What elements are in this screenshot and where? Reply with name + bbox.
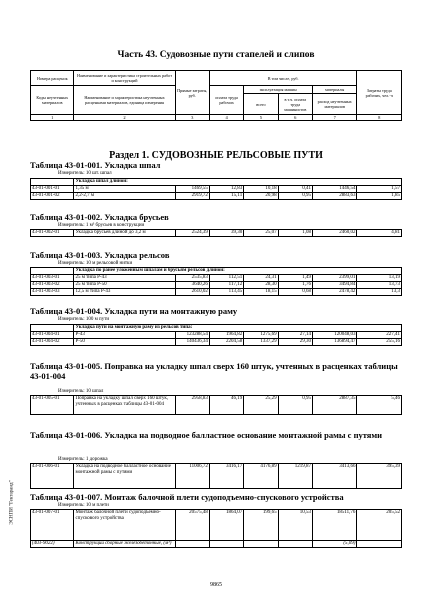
rate-value: 1864,07 [209,510,243,541]
blank-cell [31,179,74,186]
rate-value: 1469,55 [175,186,209,193]
rate-description: Р-43 [74,332,175,339]
rate-description: 25 м типа Р-43 [74,275,175,282]
rate-value: 10,53 [278,510,312,541]
side-stamp [2,430,15,590]
hdr-col6: в т.ч. оплата труда машинистов [278,94,312,115]
hdr-num: 5 [244,115,278,121]
hdr-col1-bottom: Коды неучтенных материалов [31,86,74,115]
rate-value: 2610,02 [175,289,209,296]
rate-value [244,541,278,548]
rate-value: 5,46 [357,396,402,415]
hdr-num: 6 [278,115,312,121]
table-meter: Измеритель: 10 м плети [58,503,109,508]
rate-value: 1219,87 [278,464,312,489]
table-row [31,339,402,346]
rate-value: 4176,89 [244,464,278,489]
rate-value: 29,30 [278,339,312,346]
rate-value: 395,39 [357,464,402,489]
hdr-num: 4 [209,115,243,121]
rate-value: 13,73 [357,282,402,289]
table-title: Таблица 43-01-002. Укладка брусьев [30,212,169,222]
hdr-num: 1 [31,115,74,121]
rate-value: 10,18 [244,186,278,193]
rate-value: 0,68 [278,289,312,296]
rate-value: 25,29 [244,396,278,415]
rate-value: 2883,63 [312,193,356,200]
table-title: Таблица 43-01-007. Монтаж балочной плети судоподъемно-спускового устройства [30,492,344,502]
rate-value: 15,11 [209,193,243,200]
rate-value: 1337,29 [244,339,278,346]
table-title: Таблица 43-01-001. Укладка шпал [30,160,161,170]
hdr-materials: материалы [312,86,356,94]
rate-value: 2958,83 [175,396,209,415]
table-title: Таблица 43-01-006. Укладка на подводное балластное основание монтажной рамы с путями [30,430,383,440]
hdr-col1-top: Номера расценок [31,71,74,86]
rate-code: 43-01-003-02 [31,282,74,289]
rate-value: 0,95 [278,396,312,415]
table-row [31,396,402,415]
rate-value: 255,16 [357,339,402,346]
rate-code: 43-01-002-01 [31,230,74,237]
rate-value: 199,65 [244,510,278,541]
section-title: Раздел 1. СУДОВОЗНЫЕ РЕЛЬСОВЫЕ ПУТИ [109,150,323,161]
rate-value: 120048,03 [312,332,356,339]
table-row [31,230,402,237]
rate-value: 46,19 [209,396,243,415]
rate-value: 2478,42 [312,289,356,296]
rate-value: 1275,69 [244,332,278,339]
rate-value: (5,09) [312,541,356,548]
rate-code: 43-01-001-02 [31,193,74,200]
table-meter: Измеритель: 10 м рельсовой нитки [58,261,133,266]
rate-value: 28,30 [244,282,278,289]
page-number: 9865 [210,582,222,588]
rate-value: 0,95 [278,193,312,200]
rate-description: Р-50 [74,339,175,346]
rate-value: 3640,26 [175,282,209,289]
rate-value: 3413,66 [312,464,356,489]
hdr-col5: всего [244,94,278,115]
rate-code: (403-9022) [31,541,74,548]
rate-value: 3494,84 [312,282,356,289]
rate-value: 140436,34 [175,339,209,346]
hdr-col4: оплата труда рабочих [209,86,243,115]
rate-description: 2,2-2,7 м [74,193,175,200]
rate-value: 1,85 [357,193,402,200]
rate-value: 13,3 [357,289,402,296]
rate-table [30,267,402,296]
hdr-num: 7 [312,115,356,121]
rate-table [30,324,402,346]
rate-code: 43-01-007-01 [31,510,74,541]
rate-value: 117,12 [209,282,243,289]
rate-value: 2887,35 [312,396,356,415]
rate-value: 113,45 [209,289,243,296]
rate-value: 205,52 [357,510,402,541]
hdr-col8: Затраты труда рабочих, чел.-ч [357,71,402,115]
rate-value: 123288,54 [175,332,209,339]
rate-value: 0,41 [278,186,312,193]
hdr-group: В том числе, руб. [209,71,357,86]
rate-description: 25 м типа Р-50 [74,282,175,289]
rate-value: 2524,39 [175,230,209,237]
table-row [31,510,402,541]
rate-value [175,541,209,548]
rate-description: 1,35 м [74,186,175,193]
table-subhead: Укладка шпал длиной: [74,179,402,186]
table-row [31,282,402,289]
rate-value: 1,57 [357,186,402,193]
table-row [31,541,402,548]
rate-value: 136894,47 [312,339,356,346]
rate-value [357,541,402,548]
hdr-num: 3 [175,115,209,121]
rate-code: 43-01-006-01 [31,464,74,489]
rate-value [278,541,312,548]
hdr-num: 2 [74,115,175,121]
blank-cell [31,325,74,332]
side-stamp-text: ЭСНПИ "Гектаранд" [9,480,15,525]
hdr-col3: Прямые затраты, руб. [175,71,209,115]
rate-value: 25,07 [244,230,278,237]
table-title: Таблица 43-01-003. Укладка рельсов [30,250,170,260]
column-header-table [30,70,402,121]
rate-value: 2204,58 [209,339,243,346]
rate-value: 2535,83 [175,275,209,282]
rate-value: 3416,17 [209,464,243,489]
rate-value: 20575,48 [175,510,209,541]
table-row [31,275,402,282]
rate-description: Укладка на подводное балластное основание монтажной рамы с путями [74,464,175,489]
rate-value: 20,98 [244,193,278,200]
rate-value: 18,15 [244,289,278,296]
table-meter: Измеритель: 1 дорожка [58,457,108,462]
rate-description: Монтаж балочной плети судоподъемно-спускового устройства [74,510,175,541]
hdr-col2-top: Наименование и характеристика строительных работ и конструкций [74,71,175,86]
hdr-col2-bottom: Наименование и характеристика неучтенных расценками материалов, единица измерения [74,86,175,115]
rate-value: 227,41 [357,332,402,339]
table-meter: Измеритель: 10 шт. шпал [58,171,112,176]
part-title: Часть 43. Судовозные пути стапелей и слипов [117,50,315,60]
rate-value: 18511,76 [312,510,356,541]
rate-description: Поправка на укладку шпал сверх 160 штук, учтенных в расценках таблицы 43-01-004 [74,396,175,415]
hdr-col7: расход неучтенных материалов [312,94,356,115]
rate-value: 112,51 [209,275,243,282]
table-title: Таблица 43-01-005. Поправка на укладку шпал сверх 160 штук, учтенных в расценках таблицы 43-01-004 [30,361,398,381]
rate-code: 43-01-004-02 [31,339,74,346]
table-row [31,186,402,193]
rate-description: Укладка брусьев длиной до 3,2 м [74,230,175,237]
rate-table [30,463,402,489]
rate-value: 39,30 [209,230,243,237]
hdr-subgroup: эксплуатация машин [244,86,313,94]
rate-value: 11006,72 [175,464,209,489]
table-row [31,332,402,339]
rate-description: Конструкции сборные железобетонные, (м³) [74,541,175,548]
rate-value: 2919,72 [175,193,209,200]
rate-value: 24,31 [244,275,278,282]
hdr-num: 8 [357,115,402,121]
rate-code: 43-01-005-01 [31,396,74,415]
rate-value: 2460,02 [312,230,356,237]
table-title: Таблица 43-01-004. Укладка пути на монтажную раму [30,306,238,316]
rate-value: 27,14 [278,332,312,339]
table-meter: Измеритель: 1 м³ брусьев в конструкции [58,223,145,228]
rate-table [30,395,402,415]
rate-table [30,229,402,237]
rate-value: 1964,82 [209,332,243,339]
table-meter: Измеритель: 100 м пути [58,317,110,322]
blank-cell [31,268,74,275]
rate-code: 43-01-003-01 [31,275,74,282]
rate-value: 1,08 [278,230,312,237]
table-row [31,193,402,200]
rate-code: 43-01-004-01 [31,332,74,339]
rate-table [30,178,402,200]
rate-description: 12,5 м типа Р-43 [74,289,175,296]
rate-value: 1446,54 [312,186,356,193]
rate-value [209,541,243,548]
rate-value: 2399,01 [312,275,356,282]
table-row [31,464,402,489]
rate-value: 13,19 [357,275,402,282]
rate-table [30,509,402,548]
rate-value: 1,49 [278,275,312,282]
table-row [31,289,402,296]
table-subhead: Укладка по ранее уложенным шпалам и брусьям рельсов длиной: [74,268,402,275]
rate-code: 43-01-001-01 [31,186,74,193]
rate-value: 4,81 [357,230,402,237]
rate-value: 12,83 [209,186,243,193]
rate-value: 1,76 [278,282,312,289]
table-subhead: Укладка пути на монтажную раму из рельсов типа: [74,325,402,332]
rate-code: 43-01-003-03 [31,289,74,296]
table-meter: Измеритель: 10 шпал [58,389,104,394]
